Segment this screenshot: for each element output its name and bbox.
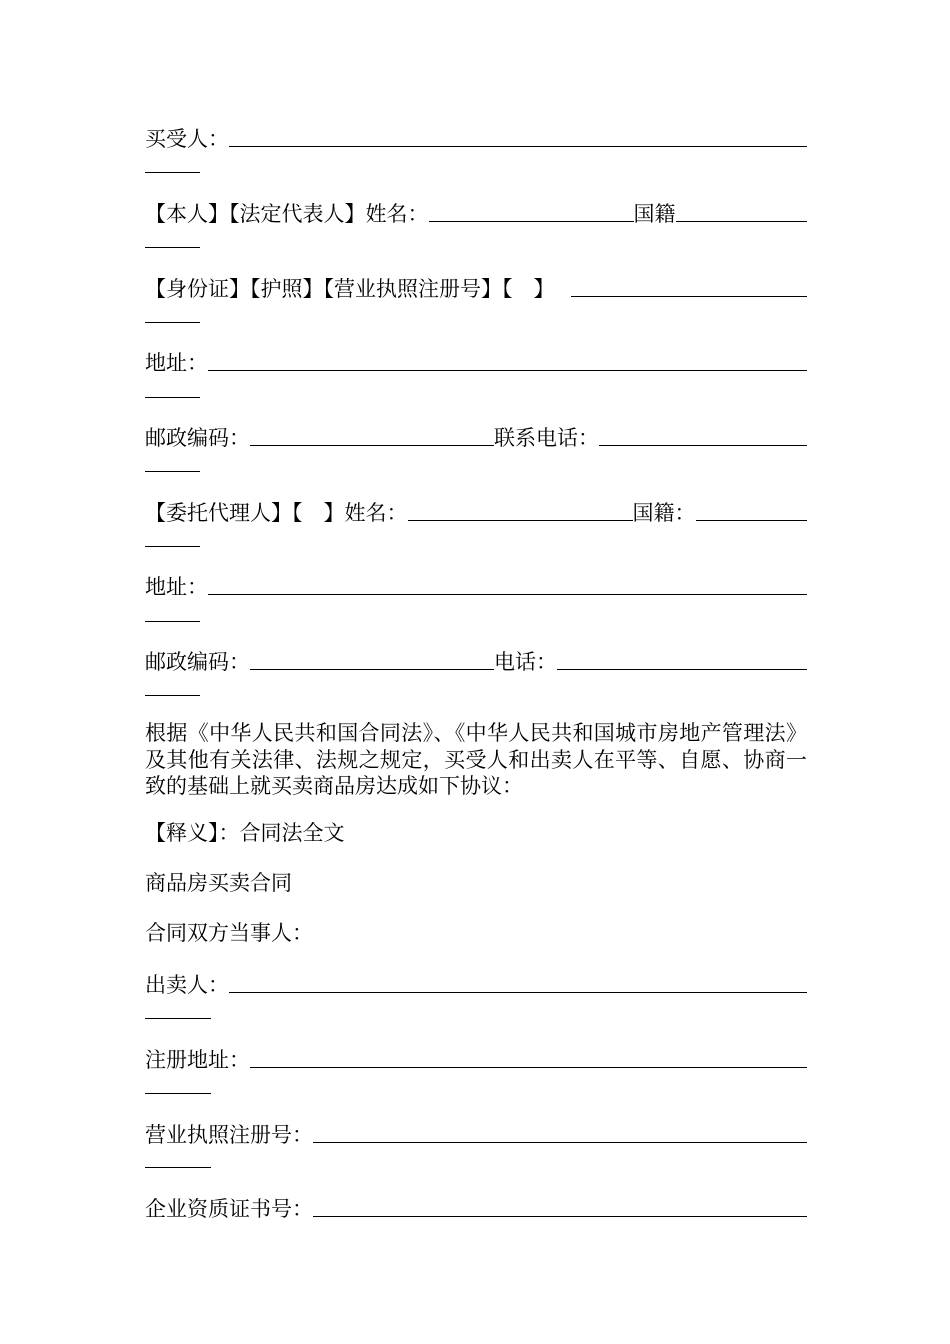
agent-contact-line — [145, 645, 807, 675]
buyer-blank-tail[interactable] — [145, 171, 200, 173]
seller-reg-address-label: 注册地址： — [145, 1048, 250, 1072]
seller-qualification-label: 企业资质证书号： — [145, 1197, 313, 1221]
seller-reg-address-line — [145, 1043, 807, 1073]
buyer-rep-line — [145, 197, 807, 227]
seller-license-line — [145, 1118, 807, 1148]
seller-reg-address-blank[interactable] — [250, 1066, 807, 1068]
intro-paragraph: 根据《中华人民共和国合同法》、《中华人民共和国城市房地产管理法》及其他有关法律、法规之规定，买受人和出卖人在平等、自愿、协商一致的基础上就买卖商品房达成如下协议： — [145, 721, 807, 798]
buyer-phone-blank[interactable] — [599, 444, 807, 446]
seller-license-tail[interactable] — [145, 1166, 211, 1168]
note-text: 【释义】：合同法全文 — [145, 821, 345, 845]
agent-name-blank[interactable] — [408, 519, 633, 521]
buyer-rep-tail[interactable] — [145, 246, 200, 248]
buyer-blank[interactable] — [229, 145, 807, 147]
agent-tail[interactable] — [145, 545, 200, 547]
seller-line — [145, 968, 807, 998]
seller-qualification-blank[interactable] — [313, 1215, 807, 1217]
agent-address-label: 地址： — [145, 575, 208, 599]
agent-postcode-label: 邮政编码： — [145, 650, 250, 674]
agent-phone-blank[interactable] — [557, 668, 807, 670]
buyer-postcode-label: 邮政编码： — [145, 426, 250, 450]
buyer-line — [145, 122, 807, 152]
buyer-nationality-label: 国籍 — [633, 202, 676, 226]
agent-address-blank[interactable] — [208, 593, 807, 595]
seller-label: 出卖人： — [145, 973, 229, 997]
buyer-id-tail[interactable] — [145, 321, 200, 323]
seller-tail[interactable] — [145, 1017, 211, 1019]
buyer-phone-label: 联系电话： — [494, 426, 599, 450]
buyer-postcode-blank[interactable] — [250, 444, 494, 446]
buyer-address-tail[interactable] — [145, 396, 200, 398]
seller-license-blank[interactable] — [313, 1141, 807, 1143]
seller-license-label: 营业执照注册号： — [145, 1123, 313, 1147]
buyer-id-line — [145, 272, 807, 302]
buyer-rep-label: 【本人】【法定代表人】姓名： — [145, 202, 429, 226]
buyer-nationality-blank[interactable] — [676, 220, 808, 222]
seller-qualification-line — [145, 1192, 807, 1222]
parties-label: 合同双方当事人： — [145, 921, 313, 945]
agent-postcode-blank[interactable] — [250, 668, 494, 670]
buyer-address-blank[interactable] — [208, 369, 807, 371]
agent-contact-tail[interactable] — [145, 694, 200, 696]
agent-address-tail[interactable] — [145, 620, 200, 622]
buyer-address-line — [145, 346, 807, 376]
agent-nationality-label: 国籍： — [632, 501, 696, 525]
agent-address-line — [145, 570, 807, 600]
agent-label: 【委托代理人】【 】姓名： — [145, 501, 408, 525]
agent-nationality-blank[interactable] — [696, 519, 808, 521]
buyer-id-label: 【身份证】【护照】【营业执照注册号】【 】 — [145, 277, 555, 301]
buyer-id-blank[interactable] — [571, 295, 808, 297]
buyer-rep-name-blank[interactable] — [429, 220, 634, 222]
buyer-contact-line — [145, 421, 807, 451]
seller-blank[interactable] — [229, 991, 807, 993]
seller-reg-address-tail[interactable] — [145, 1092, 211, 1094]
buyer-address-label: 地址： — [145, 351, 208, 375]
agent-line — [145, 496, 807, 526]
buyer-contact-tail[interactable] — [145, 470, 200, 472]
agent-phone-label: 电话： — [494, 650, 557, 674]
buyer-label: 买受人： — [145, 127, 229, 151]
contract-title: 商品房买卖合同 — [145, 871, 292, 895]
